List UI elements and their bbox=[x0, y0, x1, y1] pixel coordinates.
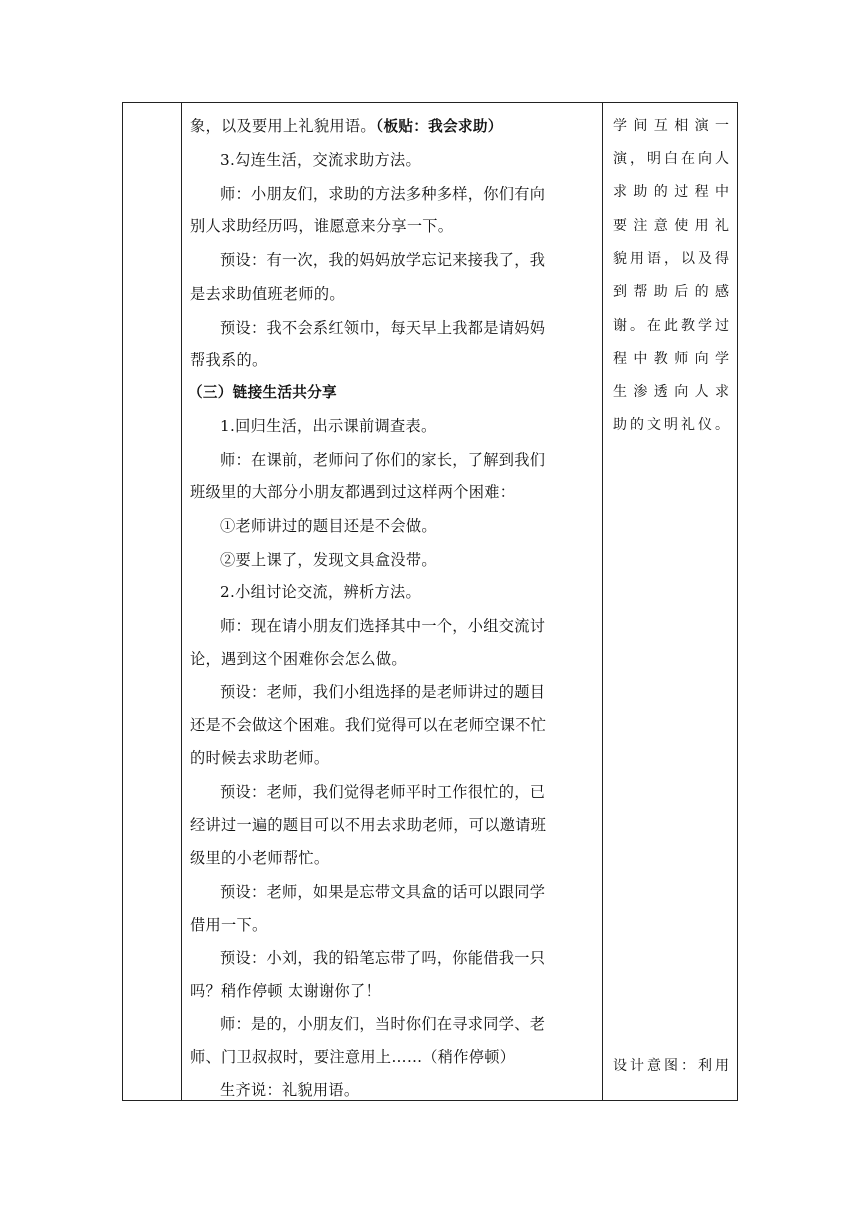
note-line: 生渗透向人求 bbox=[613, 384, 729, 400]
text-line: 别人求助经历吗，谁愿意来分享一下。 bbox=[190, 217, 454, 235]
step-heading: 2.小组讨论交流，辨析方法。 bbox=[220, 583, 421, 601]
text-line: 师：小朋友们，求助的方法多种多样，你们有向 bbox=[220, 185, 546, 203]
text-line: 级里的小老师帮忙。 bbox=[190, 849, 330, 867]
text-line: 预设：小刘，我的铅笔忘带了吗，你能借我一只 bbox=[220, 949, 546, 967]
text-line: 师：是的，小朋友们，当时你们在寻求同学、老 bbox=[220, 1015, 546, 1033]
note-line: 到帮助后的感 bbox=[613, 284, 729, 300]
note-line: 助的文明礼仪。 bbox=[613, 417, 729, 433]
text-line: 吗？稍作停顿 太谢谢你了！ bbox=[190, 982, 381, 1000]
text-line: 经讲过一遍的题目可以不用去求助老师，可以邀请班 bbox=[190, 816, 547, 834]
note-line: 谢。在此教学过 bbox=[613, 318, 729, 334]
section-heading: （三）链接生活共分享 bbox=[188, 384, 337, 401]
text-line: 论，遇到这个困难你会怎么做。 bbox=[190, 650, 407, 668]
note-line: 求助的过程中 bbox=[613, 184, 729, 200]
text-line: 预设：老师，如果是忘带文具盒的话可以跟同学 bbox=[220, 883, 546, 901]
teaching-process-column bbox=[182, 103, 601, 1100]
text-line: 预设：老师，我们小组选择的是老师讲过的题目 bbox=[220, 683, 546, 701]
note-line: 学间互相演一 bbox=[613, 118, 729, 134]
text-line: 是去求助值班老师的。 bbox=[190, 285, 345, 303]
note-line: 演，明白在向人 bbox=[613, 151, 729, 167]
text-line: 预设：老师，我们觉得老师平时工作很忙的，已 bbox=[220, 783, 546, 801]
note-footer: 设计意图：利用 bbox=[613, 1058, 729, 1074]
text-line: 预设：有一次，我的妈妈放学忘记来接我了，我 bbox=[220, 251, 546, 269]
lesson-plan-table bbox=[122, 102, 738, 1101]
left-blank-column bbox=[123, 103, 181, 1100]
text-line: 帮我系的。 bbox=[190, 351, 268, 369]
text-line: 借用一下。 bbox=[190, 916, 268, 934]
note-line: 要注意使用礼 bbox=[613, 218, 729, 234]
text-line: 的时候去求助老师。 bbox=[190, 749, 330, 767]
step-heading: 1.回归生活，出示课前调查表。 bbox=[220, 417, 437, 435]
design-intent-column bbox=[603, 103, 737, 1100]
text-line: 预设：我不会系红领巾，每天早上我都是请妈妈 bbox=[220, 319, 546, 337]
text-line: 师、门卫叔叔时，要注意用上……（稍作停顿） bbox=[190, 1048, 516, 1066]
text-line: 师：现在请小朋友们选择其中一个，小组交流讨 bbox=[220, 617, 546, 635]
text-line: 生齐说：礼貌用语。 bbox=[220, 1081, 360, 1099]
list-item: ②要上课了，发现文具盒没带。 bbox=[220, 551, 437, 569]
text-line: 象，以及要用上礼貌用语。（板贴：我会求助） bbox=[190, 117, 503, 135]
list-item: ①老师讲过的题目还是不会做。 bbox=[220, 517, 437, 535]
text-line: 班级里的大部分小朋友都遇到过这样两个困难： bbox=[190, 483, 516, 501]
text-line: 还是不会做这个困难。我们觉得可以在老师空课不忙 bbox=[190, 716, 547, 734]
note-line: 程中教师向学 bbox=[613, 351, 729, 367]
step-heading: 3.勾连生活，交流求助方法。 bbox=[220, 151, 421, 169]
text-line: 师：在课前，老师问了你们的家长，了解到我们 bbox=[220, 451, 546, 469]
note-line: 貌用语，以及得 bbox=[613, 251, 729, 267]
